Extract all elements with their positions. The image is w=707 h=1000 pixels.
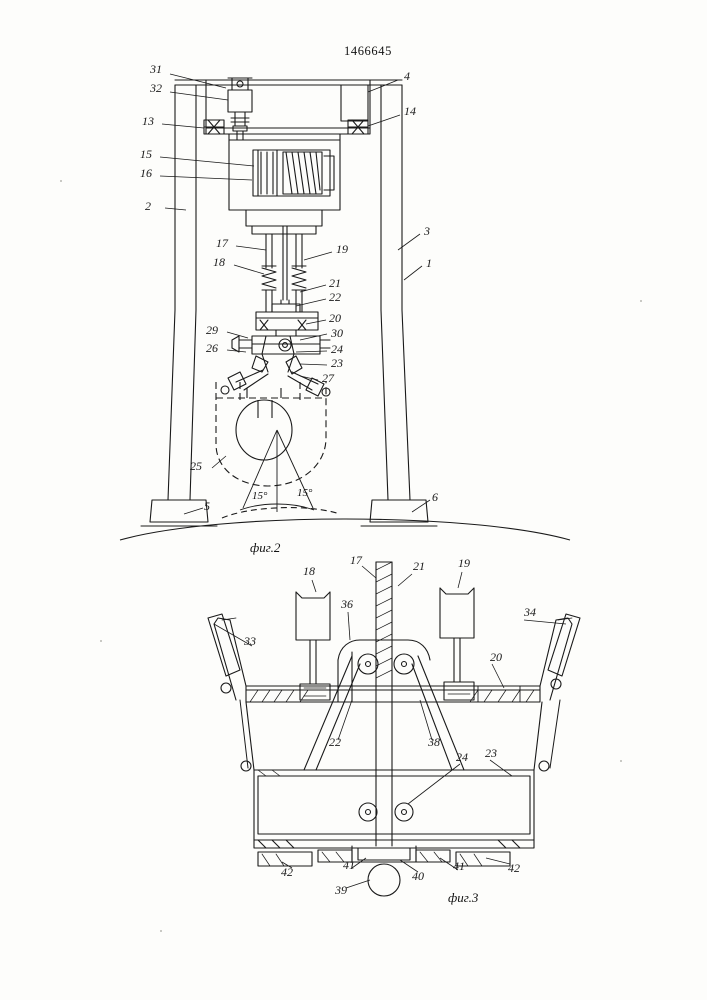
angle-right: 15° [297, 487, 313, 499]
paper-speck [160, 930, 162, 932]
callout-32: 32 [150, 81, 162, 95]
callout-17: 17 [216, 236, 228, 250]
callout3-21: 21 [413, 559, 425, 573]
paper-speck [620, 760, 622, 762]
callout3-42b: 42 [508, 861, 520, 875]
callout-30: 30 [331, 326, 343, 340]
callout-18: 18 [213, 255, 225, 269]
paper-speck [60, 180, 62, 182]
callout-21: 21 [329, 276, 341, 290]
callout3-17: 17 [350, 553, 362, 567]
callout-3: 3 [424, 224, 430, 238]
patent-number: 1466645 [344, 44, 392, 58]
callout-22: 22 [329, 290, 341, 304]
callout-25: 25 [190, 459, 202, 473]
angle-left: 15° [252, 490, 268, 502]
paper-speck [640, 300, 642, 302]
callout-5: 5 [204, 499, 210, 513]
callout3-22: 22 [329, 735, 341, 749]
callout-27: 27 [322, 371, 334, 385]
callout-15: 15 [140, 147, 152, 161]
callout-23: 23 [331, 356, 343, 370]
callout-14: 14 [404, 104, 416, 118]
callout3-42a: 42 [281, 865, 293, 879]
callout-31: 31 [150, 62, 162, 76]
callout-20: 20 [329, 311, 341, 325]
callout-13: 13 [142, 114, 154, 128]
figure-caption-2: фиг.2 [250, 540, 281, 555]
callout3-40: 40 [412, 869, 424, 883]
figure-caption-3: фиг.3 [448, 890, 479, 905]
callout-6: 6 [432, 490, 438, 504]
callout-19: 19 [336, 242, 348, 256]
callout-1: 1 [426, 256, 432, 270]
callout3-36: 36 [341, 597, 353, 611]
callout3-20: 20 [490, 650, 502, 664]
callout3-38: 38 [428, 735, 440, 749]
paper-speck [100, 640, 102, 642]
callout3-41b: 41 [453, 859, 465, 873]
callout-2: 2 [145, 199, 151, 213]
callout-16: 16 [140, 166, 152, 180]
callout-24: 24 [331, 342, 343, 356]
callout-29: 29 [206, 323, 218, 337]
callout3-19: 19 [458, 556, 470, 570]
callout3-34: 34 [524, 605, 536, 619]
callout-4: 4 [404, 69, 410, 83]
callout-26: 26 [206, 341, 218, 355]
callout3-18a: 18 [303, 564, 315, 578]
callout3-41a: 41 [343, 858, 355, 872]
callout3-23: 23 [485, 746, 497, 760]
callout3-24: 24 [456, 750, 468, 764]
callout3-39: 39 [335, 883, 347, 897]
callout3-33: 33 [244, 634, 256, 648]
